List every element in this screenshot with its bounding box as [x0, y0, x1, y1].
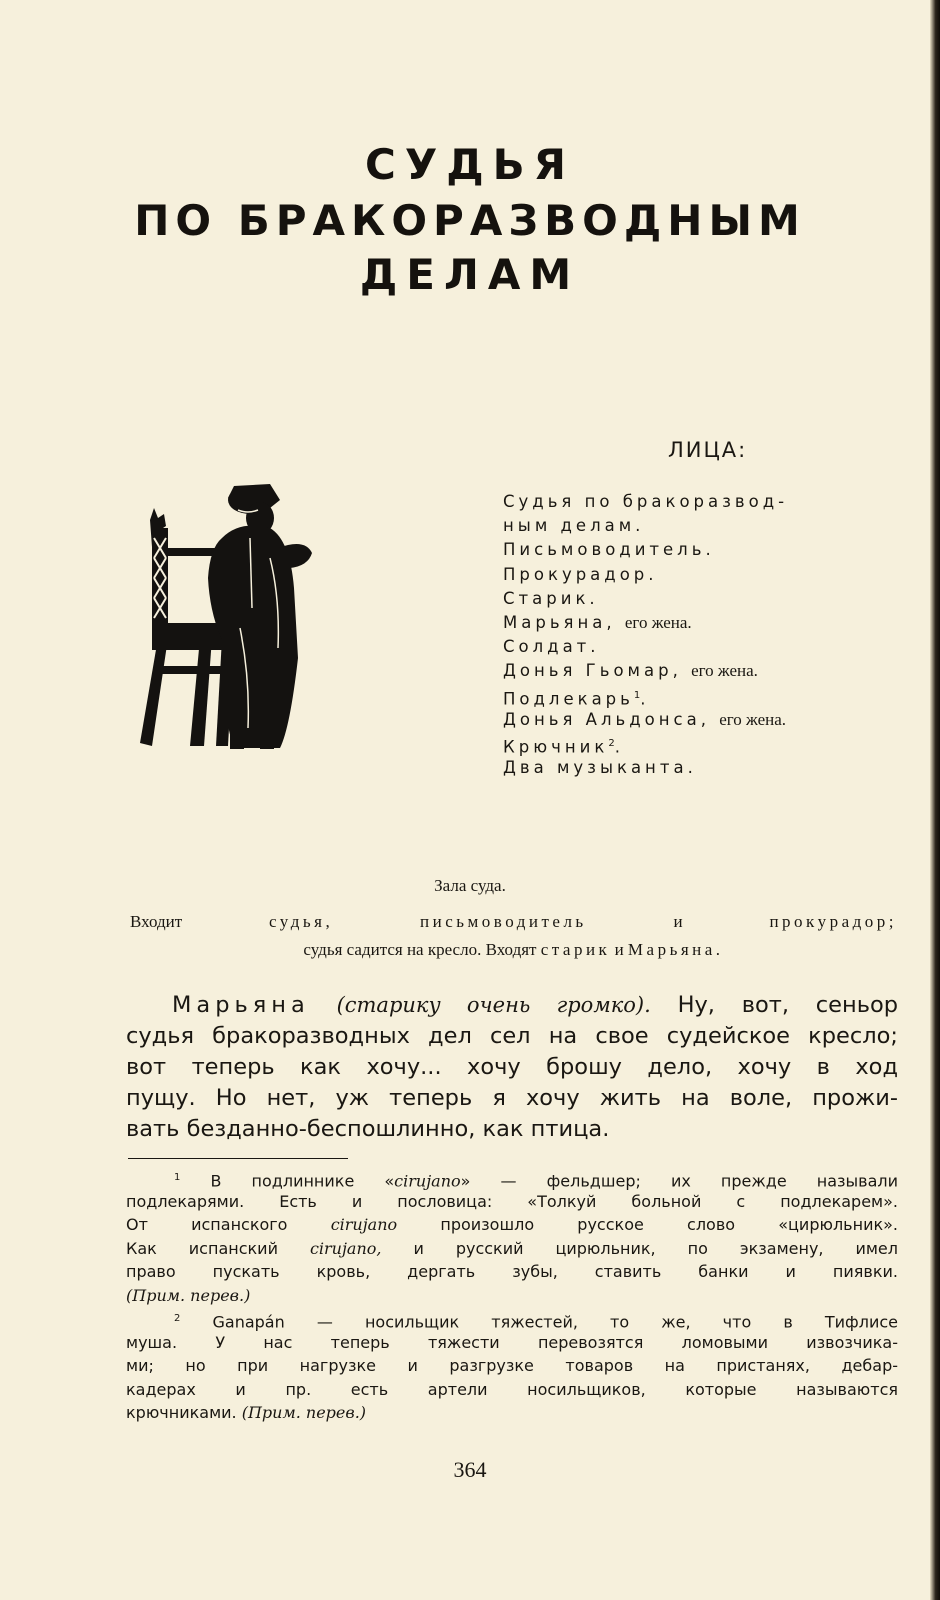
footnote-text: произошло русское слово «цирюльник». [440, 1215, 898, 1234]
cast-item [503, 635, 788, 659]
dialogue-line: пущу. Но нет, уж теперь я хочу жить на воле, прожи- [126, 1085, 898, 1111]
cast-name: Солдат. [503, 637, 600, 657]
footnote-line [126, 1307, 898, 1331]
cast-list [503, 490, 788, 780]
dialogue-line: судья бракоразводных дел сел на свое судейское кресло; [126, 1023, 898, 1049]
footnote-text: и русский цирюльник, по экзамену, имел [413, 1238, 898, 1258]
cast-item [503, 611, 788, 635]
footnote-line [126, 1166, 898, 1190]
cast-name: Подлекарь [503, 689, 634, 708]
cast-name: Письмоводитель. [503, 540, 715, 560]
stage-text: судья садится на кресло. Входят [303, 940, 537, 959]
cast-punct: . [614, 737, 624, 757]
footnote-line: ми; но при нагрузке и разгрузке товаров на пристанях, дебар- [126, 1356, 898, 1375]
stage-text: Входит [130, 912, 183, 931]
dialogue-line [126, 990, 898, 1021]
footnote-text: Ganapán — носильщик тяжестей, то же, что в Тифлисе [212, 1312, 898, 1332]
footnote-ref: 1 [633, 689, 641, 701]
title-line-3: ДЕЛАМ [359, 250, 581, 299]
judge-woodcut-illustration [130, 478, 320, 758]
footnote-line [126, 1401, 898, 1425]
stage-character: письмоводитель [420, 912, 587, 931]
dialogue-line: вот теперь как хочу... хочу брошу дело, хочу в ход [126, 1054, 898, 1080]
cast-name: ным делам. [503, 516, 645, 536]
cast-item [503, 538, 788, 562]
footnote-mark: 1 [174, 1172, 181, 1183]
stage-character: прокурадор; [769, 912, 897, 931]
cast-item [503, 514, 788, 538]
stage-text: и [673, 912, 683, 931]
footnote-term: cirujano, [309, 1238, 382, 1258]
title-line-1: СУДЬЯ [365, 140, 575, 189]
footnote-text: » — фельдшер; их прежде называли [460, 1171, 899, 1191]
stage-character: старик [540, 940, 611, 959]
footnote-text: крючниками. [126, 1403, 237, 1422]
cast-item [503, 587, 788, 611]
cast-item [503, 490, 788, 514]
page-number: 364 [453, 1457, 487, 1482]
footnote-note: (Прим. перев.) [241, 1403, 367, 1422]
footnote-line [126, 1213, 898, 1237]
footnote-line: подлекарями. Есть и пословица: «Толкуй больной с подлекарем». [126, 1191, 898, 1211]
cast-name: Донья Гьомар, [503, 661, 682, 681]
footnote-separator [128, 1158, 348, 1159]
cast-punct: . [640, 689, 650, 708]
footnote-line: (Прим. перев.) [126, 1285, 251, 1305]
cast-name: Судья по бракоразвод- [503, 492, 789, 511]
dialogue-block [126, 990, 898, 1145]
cast-name: Марьяна, [503, 612, 616, 632]
cast-name: Прокурадор. [503, 564, 658, 584]
footnote-line: право пускать кровь, дергать зубы, ставить банки и пиявки. [126, 1262, 898, 1281]
stage-direction-line [130, 940, 897, 960]
stage-text: и [614, 940, 624, 959]
stage-direction-line [130, 912, 897, 932]
scene-setting: Зала суда. [434, 876, 506, 895]
footnote-text: В подлиннике « [210, 1171, 395, 1191]
cast-name: Два музыканта. [503, 758, 697, 778]
cast-item [503, 756, 788, 780]
footnote-text: От испанского [126, 1215, 288, 1234]
cast-note: его жена. [719, 709, 787, 729]
stage-direction: (старику очень громко). [336, 993, 651, 1017]
dramatis-personae-heading: ЛИЦА: [668, 438, 748, 462]
dialogue-line: вать безданно-беспошлинно, как птица. [126, 1116, 610, 1142]
footnote-text: Как испанский [126, 1238, 278, 1258]
footnote-mark: 2 [174, 1313, 181, 1324]
dialogue-text: Ну, вот, сеньор [677, 992, 899, 1018]
cast-note: его жена. [624, 612, 692, 632]
footnote-ref: 2 [608, 737, 615, 749]
cast-name: Крючник [503, 737, 609, 757]
title-line-2: ПО БРАКОРАЗВОДНЫМ [134, 196, 806, 245]
footnote-term: cirujano [394, 1171, 461, 1191]
footnote-line [126, 1237, 898, 1261]
cast-item [503, 563, 788, 587]
cast-item [503, 659, 788, 683]
footnote-term: cirujano [330, 1215, 398, 1234]
cast-name: Старик. [503, 588, 599, 608]
cast-item [503, 708, 788, 732]
footnote-line: муша. У нас теперь тяжести перевозятся ломовыми извозчика- [126, 1332, 898, 1352]
cast-item [503, 732, 788, 756]
stage-character: Марьяна. [627, 940, 724, 959]
cast-note: его жена. [691, 661, 758, 681]
speaker-name: Марьяна [172, 992, 310, 1018]
cast-item [503, 684, 788, 708]
cast-name: Донья Альдонса, [503, 709, 710, 729]
footnote-line: кадерах и пр. есть артели носильщиков, которые называются [126, 1379, 898, 1399]
stage-character: судья, [268, 912, 334, 931]
footnotes [126, 1166, 898, 1425]
